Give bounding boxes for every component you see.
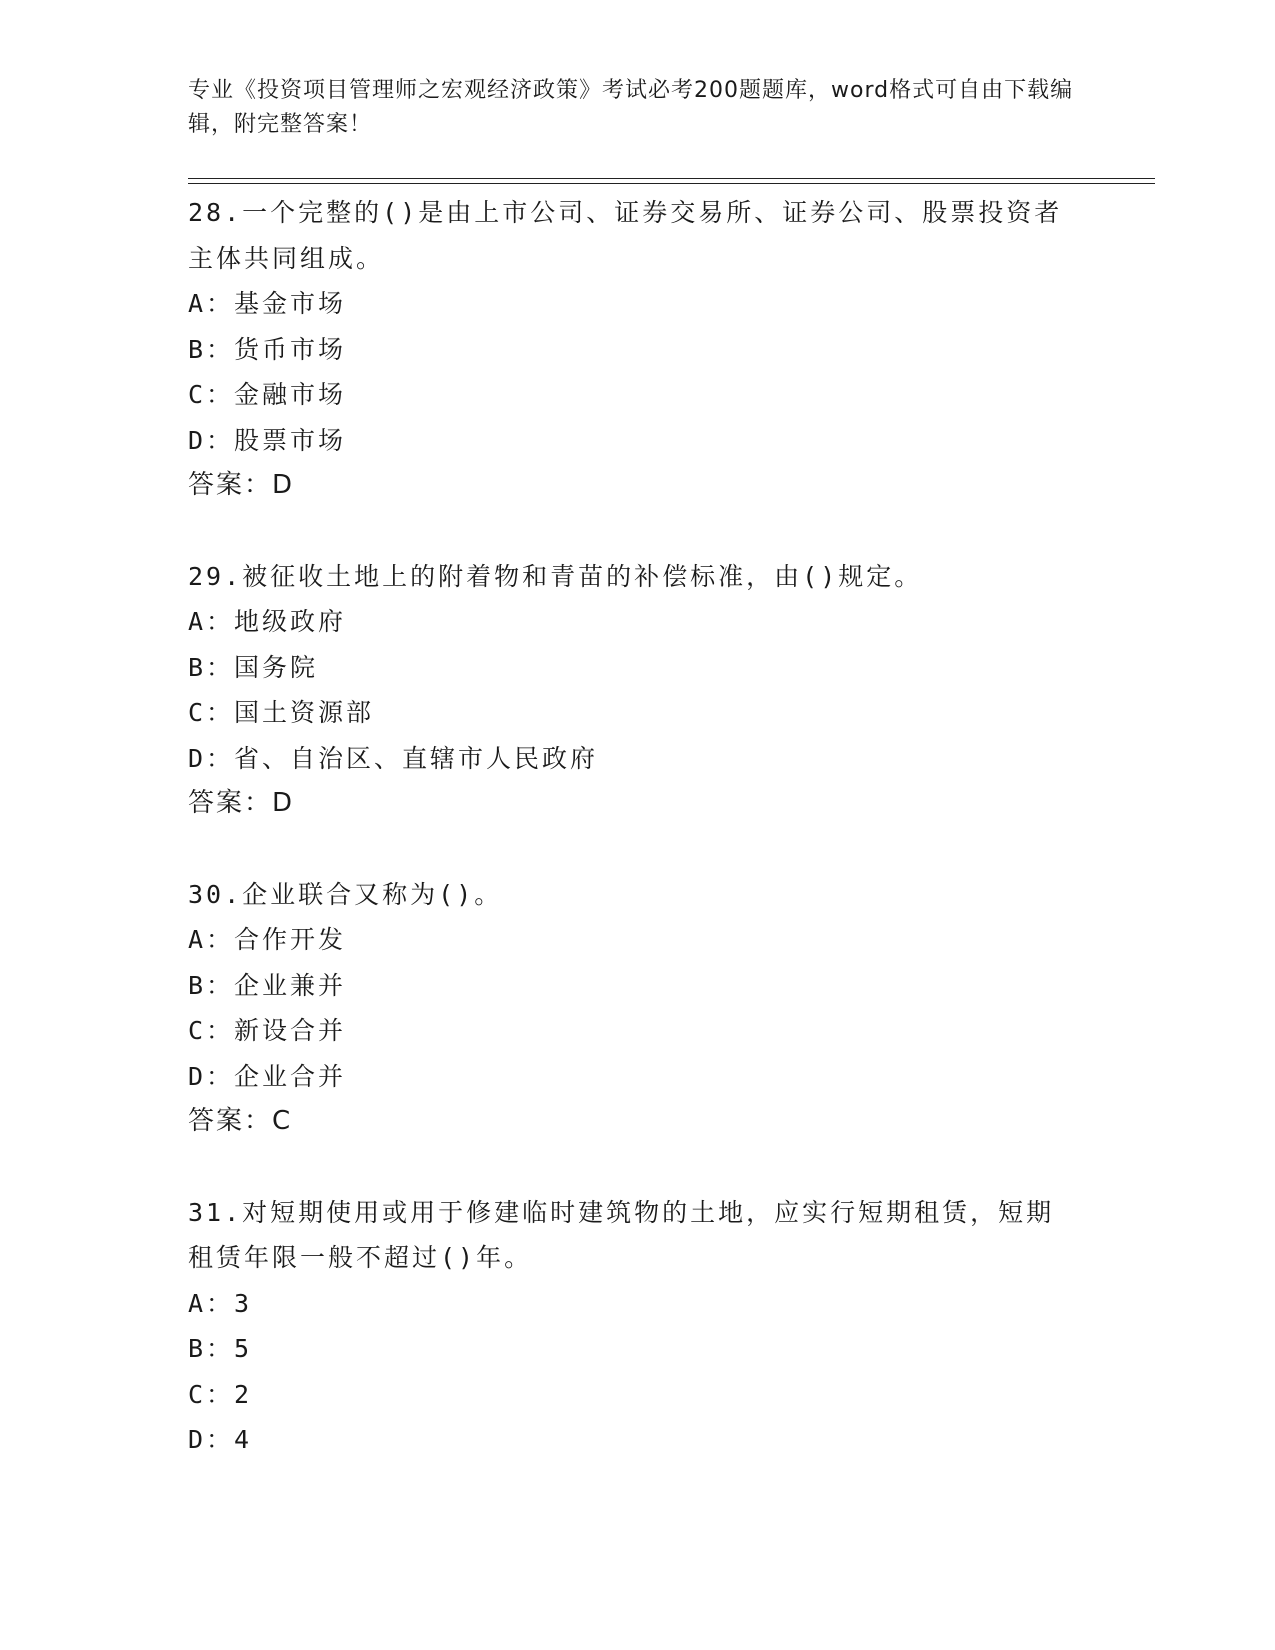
question-30 [188, 872, 1088, 1145]
header-rule-bottom [188, 183, 1155, 184]
option-a: A：基金市场 [188, 289, 347, 318]
question-stem: 主体共同组成。 [188, 243, 385, 273]
question-29 [188, 554, 1088, 827]
answer: 答案：D [188, 470, 295, 500]
option-b: B：5 [188, 1334, 253, 1363]
option-c: C：国土资源部 [188, 698, 375, 727]
option-c: C：新设合并 [188, 1016, 347, 1045]
answer: 答案：D [188, 788, 295, 818]
option-b: B：国务院 [188, 652, 319, 682]
question-stem: 31.对短期使用或用于修建临时建筑物的土地，应实行短期租赁，短期 [188, 1197, 1055, 1227]
option-b: B：货币市场 [188, 334, 347, 364]
header-rule-top [188, 178, 1155, 179]
option-c: C：金融市场 [188, 380, 347, 409]
option-a: A：合作开发 [188, 925, 347, 954]
answer: 答案：C [188, 1106, 293, 1136]
option-d: D：企业合并 [188, 1061, 347, 1091]
option-d: D：省、自治区、直辖市人民政府 [188, 743, 599, 773]
question-stem: 租赁年限一般不超过()年。 [188, 1243, 533, 1272]
option-b: B：企业兼并 [188, 970, 347, 1000]
option-a: A：3 [188, 1288, 253, 1318]
question-31 [188, 1190, 1088, 1463]
question-28 [188, 190, 1088, 509]
question-stem: 30.企业联合又称为()。 [188, 879, 503, 909]
question-list [188, 190, 1088, 1508]
option-d: D：4 [188, 1425, 253, 1454]
question-stem: 28.一个完整的()是由上市公司、证券交易所、证券公司、股票投资者 [188, 198, 1063, 227]
question-stem: 29.被征收土地上的附着物和青苗的补偿标准，由()规定。 [188, 561, 923, 591]
option-d: D：股票市场 [188, 425, 347, 455]
option-a: A：地级政府 [188, 607, 347, 636]
option-c: C：2 [188, 1379, 253, 1409]
document-header: 专业《投资项目管理师之宏观经济政策》考试必考200题题库，word格式可自由下载编辑，附完整答案！ [188, 78, 1074, 137]
